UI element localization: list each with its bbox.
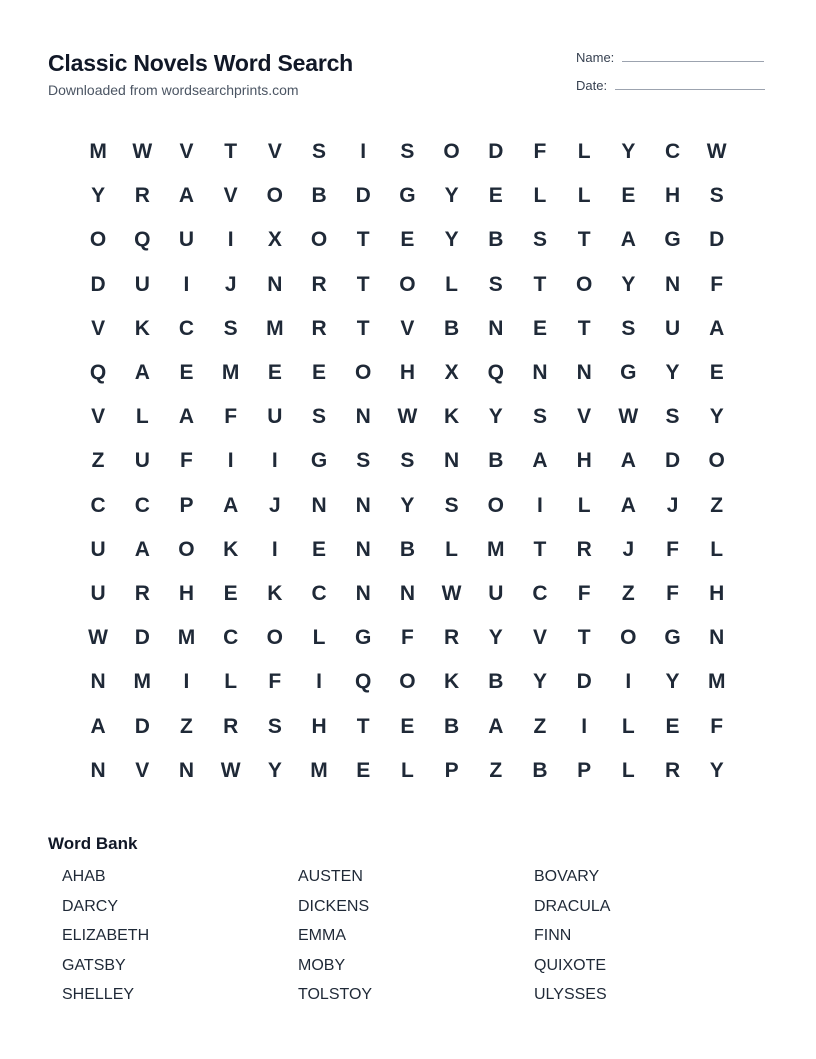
word-bank-item: QUIXOTE bbox=[534, 956, 607, 974]
grid-letter: R bbox=[223, 714, 239, 738]
grid-letter: T bbox=[533, 537, 547, 561]
grid-letter: Q bbox=[134, 228, 151, 252]
grid-letter: A bbox=[709, 316, 725, 340]
grid-letter: J bbox=[269, 493, 281, 517]
word-bank bbox=[62, 868, 770, 1016]
grid-letter: L bbox=[400, 758, 414, 782]
grid-letter: I bbox=[183, 272, 190, 296]
word-bank-item: DRACULA bbox=[534, 897, 611, 915]
word-bank-item: AUSTEN bbox=[298, 868, 363, 885]
grid-letter: O bbox=[266, 184, 284, 208]
grid-letter: S bbox=[267, 714, 282, 738]
grid-letter: O bbox=[266, 626, 284, 650]
grid-letter: C bbox=[311, 581, 327, 605]
grid-letter: D bbox=[90, 272, 106, 296]
grid-letter: K bbox=[444, 670, 460, 694]
grid-letter: T bbox=[577, 626, 591, 650]
grid-letter: V bbox=[267, 140, 282, 164]
grid-letter: U bbox=[90, 581, 106, 605]
grid-letter: D bbox=[709, 228, 725, 252]
grid-letter: C bbox=[664, 140, 681, 164]
grid-letter: P bbox=[577, 758, 592, 782]
grid-letter: S bbox=[400, 140, 415, 164]
grid-letter: T bbox=[356, 272, 370, 296]
grid-letter: D bbox=[355, 184, 371, 208]
grid-letter: N bbox=[444, 449, 460, 473]
grid-letter: E bbox=[400, 228, 415, 252]
grid-letter: L bbox=[224, 670, 238, 694]
grid-letter: A bbox=[178, 405, 195, 429]
grid-letter: E bbox=[312, 361, 327, 385]
grid-letter: T bbox=[577, 228, 591, 252]
grid-letter: B bbox=[444, 316, 460, 340]
grid-letter: A bbox=[178, 184, 195, 208]
grid-letter: Y bbox=[267, 758, 282, 782]
grid-letter: N bbox=[576, 361, 592, 385]
grid-letter: Y bbox=[665, 361, 680, 385]
grid-letter: N bbox=[90, 670, 106, 694]
grid-letter: O bbox=[399, 272, 416, 296]
grid-letter: A bbox=[90, 714, 106, 738]
grid-letter: W bbox=[618, 405, 639, 429]
grid-letter: K bbox=[444, 405, 460, 429]
grid-letter: R bbox=[444, 626, 460, 650]
grid-letter: O bbox=[178, 537, 195, 561]
grid-letter: L bbox=[621, 758, 635, 782]
grid-letter: I bbox=[581, 714, 588, 738]
date-label: Date: bbox=[576, 78, 608, 93]
grid-letter: I bbox=[227, 228, 234, 252]
grid-letter: L bbox=[577, 184, 591, 208]
grid-letter: N bbox=[664, 272, 681, 296]
grid-letter: A bbox=[532, 449, 548, 473]
grid-letter: C bbox=[223, 626, 239, 650]
grid-letter: C bbox=[134, 493, 150, 517]
grid-letter: X bbox=[444, 361, 459, 385]
grid-letter: F bbox=[533, 140, 547, 164]
grid-letter: S bbox=[444, 493, 459, 517]
word-bank-item: ELIZABETH bbox=[62, 927, 150, 944]
grid-letter: A bbox=[620, 449, 636, 473]
word-bank-item: BOVARY bbox=[534, 868, 600, 885]
grid-letter: N bbox=[355, 493, 371, 517]
grid-letter: D bbox=[488, 140, 504, 164]
grid-letter: N bbox=[355, 405, 371, 429]
grid-letter: A bbox=[620, 228, 636, 252]
grid-letter: C bbox=[90, 493, 106, 517]
grid-letter: G bbox=[664, 626, 681, 650]
grid-letter: L bbox=[710, 537, 724, 561]
grid-letter: I bbox=[625, 670, 632, 694]
grid-letter: S bbox=[223, 316, 238, 340]
grid-letter: B bbox=[488, 228, 504, 252]
grid-letter: N bbox=[399, 581, 415, 605]
grid-letter: N bbox=[355, 537, 371, 561]
grid-letter: L bbox=[577, 493, 591, 517]
grid-letter: N bbox=[311, 493, 327, 517]
word-bank-item: DICKENS bbox=[298, 897, 370, 915]
grid-letter: W bbox=[397, 405, 418, 429]
word-bank-item: MOBY bbox=[298, 956, 346, 974]
grid-letter: L bbox=[445, 537, 458, 561]
grid-letter: G bbox=[664, 228, 681, 252]
grid-letter: F bbox=[666, 581, 679, 605]
grid-letter: E bbox=[665, 714, 680, 738]
grid-letter: J bbox=[666, 493, 679, 517]
grid-letter: M bbox=[221, 361, 240, 385]
grid-letter: Y bbox=[444, 228, 459, 252]
grid-letter: F bbox=[224, 405, 238, 429]
grid-letter: F bbox=[400, 626, 414, 650]
grid-letter: N bbox=[355, 581, 371, 605]
grid-letter: Q bbox=[89, 361, 107, 385]
grid-letter: E bbox=[179, 361, 194, 385]
grid-letter: T bbox=[533, 272, 547, 296]
grid-letter: K bbox=[134, 316, 150, 340]
grid-letter: U bbox=[664, 316, 681, 340]
letter-grid bbox=[76, 130, 739, 793]
grid-letter: U bbox=[90, 537, 106, 561]
grid-letter: T bbox=[577, 316, 591, 340]
word-bank-title: Word Bank bbox=[48, 834, 138, 853]
date-field bbox=[576, 78, 765, 93]
grid-letter: U bbox=[134, 449, 150, 473]
grid-letter: R bbox=[311, 316, 327, 340]
grid-letter: Z bbox=[489, 758, 503, 782]
date-line bbox=[615, 89, 765, 90]
grid-letter: Y bbox=[532, 670, 547, 694]
grid-letter: Y bbox=[488, 626, 503, 650]
grid-letter: V bbox=[91, 316, 106, 340]
grid-letter: Y bbox=[488, 405, 503, 429]
grid-letter: T bbox=[224, 140, 238, 164]
word-bank-item: DARCY bbox=[62, 897, 119, 915]
grid-letter: S bbox=[312, 405, 327, 429]
grid-letter: R bbox=[134, 184, 150, 208]
grid-letter: M bbox=[89, 140, 107, 164]
grid-letter: K bbox=[223, 537, 239, 561]
grid-letter: S bbox=[621, 316, 636, 340]
grid-letter: A bbox=[620, 493, 636, 517]
grid-letter: S bbox=[400, 449, 415, 473]
grid-letter: S bbox=[488, 272, 503, 296]
grid-letter: V bbox=[400, 316, 415, 340]
grid-letter: M bbox=[266, 316, 284, 340]
grid-letter: L bbox=[577, 140, 591, 164]
grid-letter: Q bbox=[355, 670, 372, 694]
word-bank-item: TOLSTOY bbox=[298, 986, 373, 1003]
grid-letter: C bbox=[532, 581, 548, 605]
grid-letter: H bbox=[311, 714, 327, 738]
grid-letter: V bbox=[223, 184, 238, 208]
grid-letter: Z bbox=[180, 714, 193, 738]
grid-letter: S bbox=[532, 405, 547, 429]
grid-letter: F bbox=[180, 449, 193, 473]
grid-letter: R bbox=[576, 537, 592, 561]
grid-letter: O bbox=[355, 361, 372, 385]
grid-letter: T bbox=[356, 714, 370, 738]
grid-letter: N bbox=[90, 758, 106, 782]
grid-letter: M bbox=[133, 670, 152, 694]
grid-letter: I bbox=[183, 670, 190, 694]
grid-letter: Z bbox=[621, 581, 635, 605]
grid-letter: O bbox=[89, 228, 107, 252]
grid-letter: K bbox=[267, 581, 283, 605]
grid-letter: O bbox=[620, 626, 637, 650]
grid-letter: E bbox=[267, 361, 282, 385]
grid-letter: G bbox=[620, 361, 637, 385]
grid-letter: U bbox=[488, 581, 504, 605]
grid-letter: G bbox=[399, 184, 416, 208]
grid-letter: L bbox=[621, 714, 635, 738]
grid-letter: J bbox=[224, 272, 237, 296]
grid-letter: Y bbox=[621, 140, 636, 164]
grid-letter: O bbox=[487, 493, 504, 517]
grid-letter: U bbox=[267, 405, 283, 429]
grid-letter: I bbox=[271, 449, 278, 473]
grid-letter: Z bbox=[533, 714, 547, 738]
grid-letter: G bbox=[310, 449, 328, 473]
grid-letter: P bbox=[444, 758, 459, 782]
grid-letter: V bbox=[91, 405, 106, 429]
grid-letter: Y bbox=[665, 670, 680, 694]
grid-letter: S bbox=[312, 140, 327, 164]
grid-letter: V bbox=[179, 140, 194, 164]
grid-letter: I bbox=[537, 493, 543, 517]
grid-letter: U bbox=[134, 272, 150, 296]
grid-letter: A bbox=[134, 537, 150, 561]
grid-letter: W bbox=[220, 758, 241, 782]
grid-letter: S bbox=[356, 449, 371, 473]
grid-letter: Y bbox=[400, 493, 415, 517]
grid-letter: Y bbox=[444, 184, 459, 208]
grid-letter: N bbox=[267, 272, 283, 296]
grid-letter: S bbox=[665, 405, 680, 429]
grid-letter: Y bbox=[91, 184, 106, 208]
grid-letter: O bbox=[399, 670, 416, 694]
grid-letter: B bbox=[532, 758, 548, 782]
grid-letter: Z bbox=[91, 449, 105, 473]
grid-letter: L bbox=[445, 272, 458, 296]
word-bank-item: AHAB bbox=[62, 868, 106, 885]
grid-letter: H bbox=[576, 449, 592, 473]
grid-letter: A bbox=[488, 714, 504, 738]
grid-letter: F bbox=[710, 714, 724, 738]
grid-letter: V bbox=[532, 626, 547, 650]
grid-letter: N bbox=[178, 758, 195, 782]
word-bank-item: EMMA bbox=[298, 927, 346, 944]
grid-letter: W bbox=[441, 581, 462, 605]
grid-letter: P bbox=[179, 493, 194, 517]
grid-letter: H bbox=[664, 184, 681, 208]
grid-letter: M bbox=[707, 670, 726, 694]
grid-letter: R bbox=[664, 758, 681, 782]
grid-letter: G bbox=[355, 626, 372, 650]
grid-letter: V bbox=[577, 405, 592, 429]
grid-letter: A bbox=[223, 493, 239, 517]
grid-letter: E bbox=[488, 184, 503, 208]
grid-letter: V bbox=[135, 758, 150, 782]
grid-letter: T bbox=[356, 228, 370, 252]
grid-letter: I bbox=[271, 537, 278, 561]
grid-letter: E bbox=[312, 537, 327, 561]
grid-letter: F bbox=[577, 581, 591, 605]
grid-letter: O bbox=[310, 228, 328, 252]
grid-letter: B bbox=[444, 714, 460, 738]
grid-letter: W bbox=[706, 140, 727, 164]
grid-letter: D bbox=[134, 626, 150, 650]
grid-letter: B bbox=[311, 184, 327, 208]
grid-letter: R bbox=[311, 272, 327, 296]
source-subtitle: Downloaded from wordsearchprints.com bbox=[48, 82, 299, 98]
grid-letter: E bbox=[621, 184, 636, 208]
grid-letter: I bbox=[316, 670, 322, 694]
grid-letter: F bbox=[666, 537, 679, 561]
name-label: Name: bbox=[576, 50, 615, 65]
grid-letter: S bbox=[532, 228, 547, 252]
grid-letter: H bbox=[709, 581, 725, 605]
grid-letter: D bbox=[664, 449, 681, 473]
grid-letter: N bbox=[488, 316, 504, 340]
word-bank-item: FINN bbox=[534, 927, 572, 944]
grid-letter: B bbox=[488, 670, 504, 694]
grid-letter: X bbox=[267, 228, 282, 252]
grid-letter: E bbox=[223, 581, 238, 605]
grid-letter: Z bbox=[710, 493, 724, 517]
grid-letter: F bbox=[268, 670, 282, 694]
grid-letter: C bbox=[178, 316, 195, 340]
grid-letter: U bbox=[178, 228, 195, 252]
grid-letter: B bbox=[399, 537, 415, 561]
grid-letter: E bbox=[356, 758, 371, 782]
grid-letter: T bbox=[356, 316, 370, 340]
grid-letter: I bbox=[360, 140, 367, 164]
grid-letter: E bbox=[709, 361, 724, 385]
grid-letter: H bbox=[178, 581, 195, 605]
grid-letter: N bbox=[709, 626, 725, 650]
grid-letter: E bbox=[532, 316, 547, 340]
word-bank-item: SHELLEY bbox=[62, 986, 135, 1003]
grid-letter: E bbox=[400, 714, 415, 738]
grid-letter: B bbox=[488, 449, 504, 473]
grid-letter: Q bbox=[487, 361, 504, 385]
grid-letter: J bbox=[622, 537, 635, 561]
grid-letter: Y bbox=[709, 758, 724, 782]
grid-letter: M bbox=[177, 626, 196, 650]
name-field bbox=[576, 50, 764, 65]
grid-letter: F bbox=[710, 272, 724, 296]
grid-letter: H bbox=[399, 361, 415, 385]
grid-letter: L bbox=[533, 184, 547, 208]
word-bank-item: GATSBY bbox=[62, 956, 126, 974]
grid-letter: O bbox=[443, 140, 460, 164]
grid-letter: O bbox=[575, 272, 593, 296]
grid-letter: L bbox=[135, 405, 149, 429]
grid-letter: D bbox=[134, 714, 150, 738]
grid-letter: Y bbox=[709, 405, 724, 429]
grid-letter: S bbox=[709, 184, 724, 208]
grid-letter: Y bbox=[621, 272, 636, 296]
grid-letter: N bbox=[532, 361, 548, 385]
grid-letter: D bbox=[576, 670, 592, 694]
word-bank-item: ULYSSES bbox=[534, 986, 607, 1003]
grid-letter: O bbox=[708, 449, 725, 473]
name-line bbox=[622, 61, 764, 62]
grid-letter: W bbox=[132, 140, 153, 164]
grid-letter: A bbox=[134, 361, 150, 385]
grid-letter: I bbox=[227, 449, 234, 473]
grid-letter: W bbox=[88, 626, 108, 650]
grid-letter: M bbox=[310, 758, 328, 782]
grid-letter: L bbox=[312, 626, 326, 650]
page-title: Classic Novels Word Search bbox=[48, 50, 354, 76]
grid-letter: M bbox=[487, 537, 505, 561]
grid-letter: R bbox=[134, 581, 150, 605]
